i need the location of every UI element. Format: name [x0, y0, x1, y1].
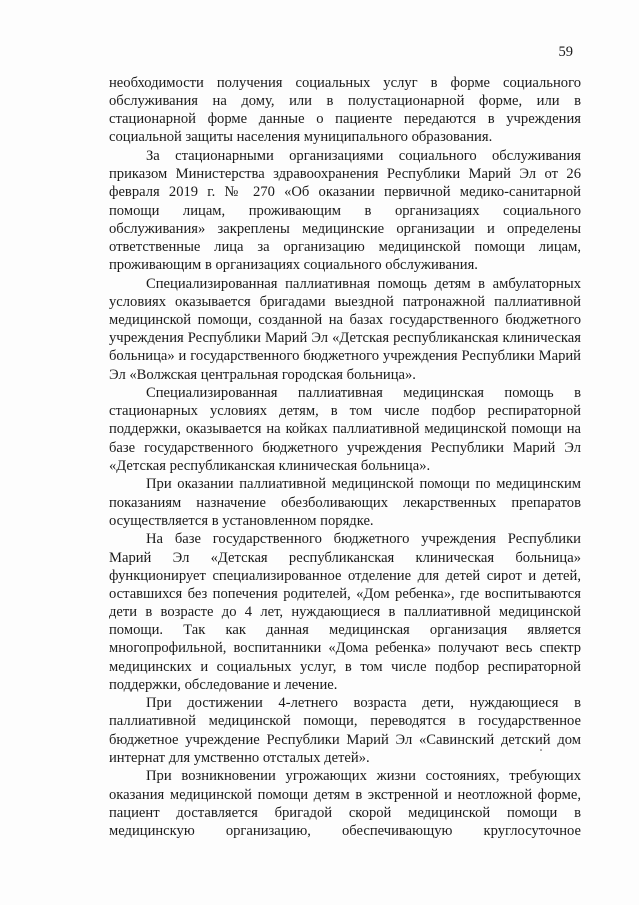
- paragraph-continuation: необходимости получения социальных услуг в форме социального обслуживания на дому, или в полустационарной форме, или в стационарной форме данные о пациенте передаются в учреждения социальной защиты населения муниципального образования.: [109, 75, 581, 146]
- paragraph-inpatient-palliative-care: Специализированная паллиативная медицинская помощь в стационарных условиях детям, в том числе подбор респираторной поддержки, оказывается на койках паллиативной медицинской помощи на базе государственного бюджетного учреждения Республики Марий Эл «Детская республиканская клиническая больница».: [109, 385, 581, 474]
- paragraph-pain-relief: При оказании паллиативной медицинской помощи по медицинским показаниям назначение обезболивающих лекарственных препаратов осуществляется в установленном порядке.: [109, 476, 581, 529]
- paragraph-social-service-organizations: За стационарными организациями социального обслуживания приказом Министерства здравоохранения Республики Марий Эл от 26 февраля 2019 г. № 270 «Об оказании первичной медико-санитарной помощи лицам, проживающим в организациях социального обслуживания» закреплены медицинские организации и определены ответственные лица за организацию медицинской помощи лицам, проживающим в организациях социального обслуживания.: [109, 148, 581, 274]
- page-number: 59: [558, 44, 573, 60]
- paragraph-childrens-home: На базе государственного бюджетного учреждения Республики Марий Эл «Детская республиканская клиническая больница» функционирует специализированное отделение для детей сирот и детей, оставшихся без попечения родителей, «Дом ребенка», где воспитываются дети в возрасте до 4 лет, нуждающиеся в паллиативной медицинской помощи. Так как данная медицинская организация является многопрофильной, воспитанники «Дома ребенка» получают весь спектр медицинских и социальных услуг, в том числе подбор респираторной поддержки, обследование и лечение.: [109, 531, 581, 693]
- scan-speck: [540, 749, 542, 751]
- paragraph-emergency-care: При возникновении угрожающих жизни состояниях, требующих оказания медицинской помощи детям в экстренной и неотложной форме, пациент доставляется бригадой скорой медицинской помощи в медицинскую организацию, обеспечивающую круглосуточное: [109, 768, 581, 839]
- paragraph-transfer-at-four: При достижении 4-летнего возраста дети, нуждающиеся в паллиативной медицинской помощи, переводятся в государственное бюджетное учреждение Республики Марий Эл «Савинский детский дом интернат для умственно отсталых детей».: [109, 695, 581, 766]
- paragraph-outpatient-palliative-care: Специализированная паллиативная помощь детям в амбулаторных условиях оказывается бригадами выездной патронажной паллиативной медицинской помощи, созданной на базах государственного бюджетного учреждения Республики Марий Эл «Детская республиканская клиническая больница» и государственного бюджетного учреждения Республики Марий Эл «Волжская центральная городская больница».: [109, 275, 581, 383]
- document-body: [109, 74, 581, 841]
